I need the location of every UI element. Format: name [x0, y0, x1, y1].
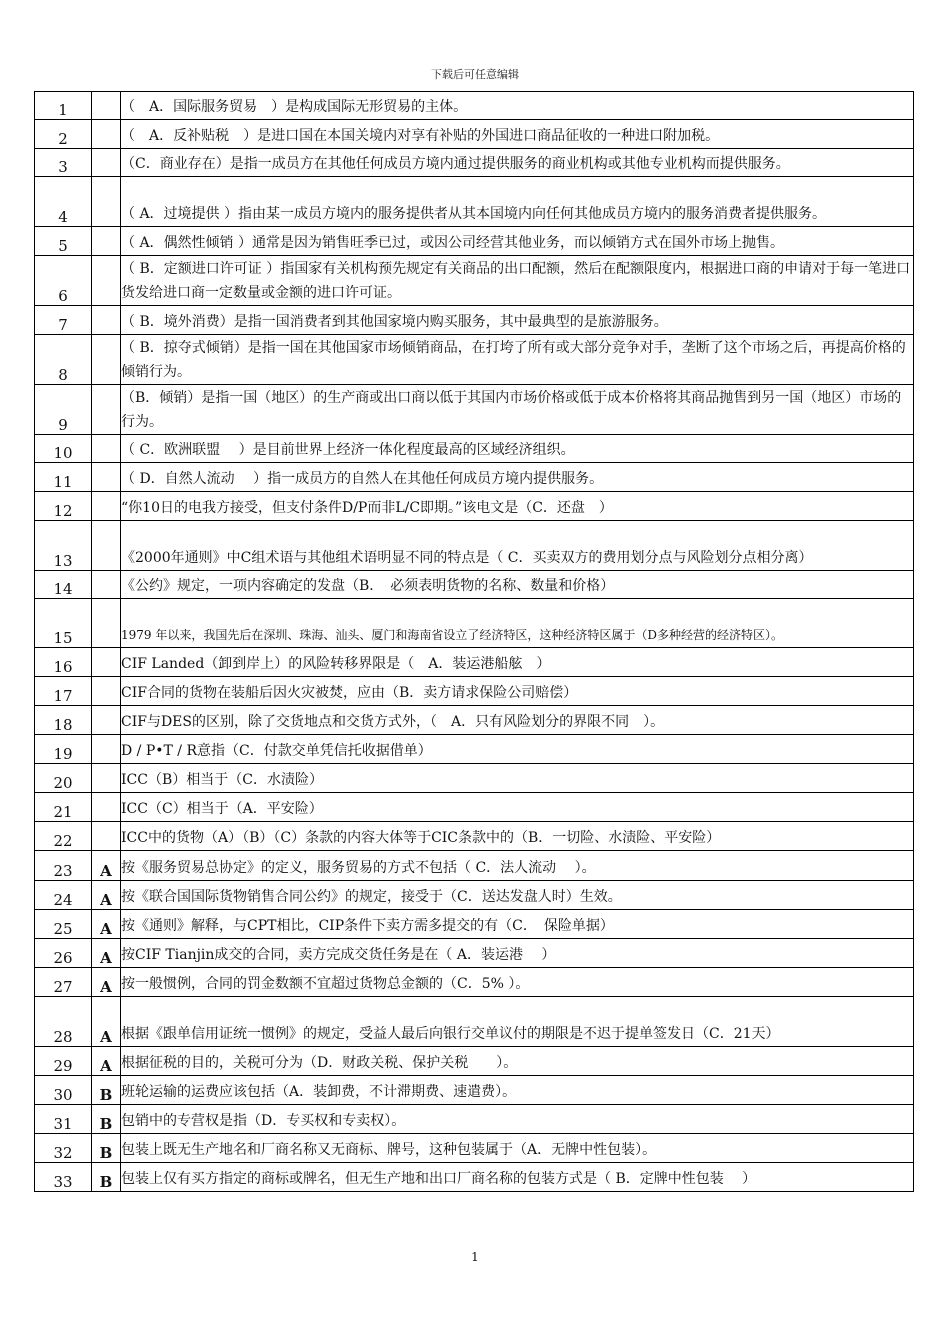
table-row — [35, 793, 914, 822]
table-row — [35, 492, 914, 521]
question-number: 6 — [35, 256, 92, 306]
answer-letter: A — [92, 997, 121, 1047]
question-number: 31 — [35, 1105, 92, 1134]
table-row — [35, 822, 914, 851]
answer-letter: A — [92, 881, 121, 910]
question-text: 包装上既无生产地名和厂商名称又无商标、牌号，这种包装属于（A．无牌中性包装）。 — [121, 1134, 914, 1163]
question-number: 10 — [35, 435, 92, 463]
question-number: 24 — [35, 881, 92, 910]
question-text: 按《通则》解释，与CPT相比，CIP条件下卖方需多提交的有（C． 保险单据） — [121, 910, 914, 939]
question-text: （ C．欧洲联盟 ）是目前世界上经济一体化程度最高的区域经济组织。 — [121, 435, 914, 463]
page-header: 下载后可任意编辑 — [431, 68, 519, 81]
table-row — [35, 306, 914, 335]
table-row — [35, 1163, 914, 1192]
question-number: 8 — [35, 335, 92, 385]
answer-letter — [92, 435, 121, 463]
question-number: 16 — [35, 648, 92, 677]
answer-letter — [92, 463, 121, 492]
question-text: CIF Landed（卸到岸上）的风险转移界限是（ A．装运港船舷 ） — [121, 648, 914, 677]
page-number: 1 — [471, 1250, 479, 1264]
question-text: （B．倾销）是指一国（地区）的生产商或出口商以低于其国内市场价格或低于成本价格将其商品抛售到另一国（地区）市场的行为。 — [121, 385, 914, 435]
question-text: （ D．自然人流动 ）指一成员方的自然人在其他任何成员方境内提供服务。 — [121, 463, 914, 492]
answer-letter — [92, 492, 121, 521]
table-row — [35, 735, 914, 764]
answer-letter — [92, 599, 121, 648]
answer-letter — [92, 256, 121, 306]
question-text: 按《联合国国际货物销售合同公约》的规定，接受于（C．送达发盘人时）生效。 — [121, 881, 914, 910]
table-row — [35, 463, 914, 492]
question-text: ICC（B）相当于（C．水渍险） — [121, 764, 914, 793]
question-number: 7 — [35, 306, 92, 335]
table-row — [35, 997, 914, 1047]
answer-letter — [92, 120, 121, 149]
question-number: 11 — [35, 463, 92, 492]
answer-letter: B — [92, 1105, 121, 1134]
question-text: （ A．国际服务贸易 ）是构成国际无形贸易的主体。 — [121, 92, 914, 120]
question-number: 15 — [35, 599, 92, 648]
answer-letter — [92, 677, 121, 706]
question-text: “你10日的电我方接受，但支付条件D/P而非L/C即期。”该电文是（C．还盘 ） — [121, 492, 914, 521]
answer-letter — [92, 335, 121, 385]
answer-letter — [92, 177, 121, 227]
question-number: 19 — [35, 735, 92, 764]
table-row — [35, 571, 914, 599]
answer-letter: A — [92, 939, 121, 968]
question-table-body — [35, 92, 914, 1192]
table-row — [35, 385, 914, 435]
question-number: 17 — [35, 677, 92, 706]
table-row — [35, 1105, 914, 1134]
table-row — [35, 1134, 914, 1163]
question-number: 2 — [35, 120, 92, 149]
table-row — [35, 1076, 914, 1105]
question-number: 9 — [35, 385, 92, 435]
question-text: （C．商业存在）是指一成员方在其他任何成员方境内通过提供服务的商业机构或其他专业机构而提供服务。 — [121, 149, 914, 177]
table-row — [35, 521, 914, 571]
question-text: CIF与DES的区别，除了交货地点和交货方式外，（ A．只有风险划分的界限不同 ）。 — [121, 706, 914, 735]
table-row — [35, 648, 914, 677]
table-row — [35, 764, 914, 793]
table-row — [35, 92, 914, 120]
question-number: 21 — [35, 793, 92, 822]
question-text: 按《服务贸易总协定》的定义，服务贸易的方式不包括（ C．法人流动 ）。 — [121, 851, 914, 881]
question-number: 27 — [35, 968, 92, 997]
question-text: ICC中的货物（A）（B）（C）条款的内容大体等于CIC条款中的（B．一切险、水渍险、平安险） — [121, 822, 914, 851]
table-row — [35, 149, 914, 177]
table-row — [35, 120, 914, 149]
table-row — [35, 177, 914, 227]
answer-letter: A — [92, 851, 121, 881]
question-text: （ A．反补贴税 ）是进口国在本国关境内对享有补贴的外国进口商品征收的一种进口附加税。 — [121, 120, 914, 149]
question-text: 《公约》规定，一项内容确定的发盘（B． 必须表明货物的名称、数量和价格） — [121, 571, 914, 599]
question-text: （ A．过境提供 ）指由某一成员方境内的服务提供者从其本国境内向任何其他成员方境内的服务消费者提供服务。 — [121, 177, 914, 227]
answer-letter: B — [92, 1163, 121, 1192]
question-text: （ B．境外消费）是指一国消费者到其他国家境内购买服务，其中最典型的是旅游服务。 — [121, 306, 914, 335]
table-row — [35, 256, 914, 306]
answer-letter — [92, 521, 121, 571]
question-text: 包装上仅有买方指定的商标或牌名，但无生产地和出口厂商名称的包装方式是（ B．定牌中性包装 ） — [121, 1163, 914, 1192]
question-text: 根据征税的目的，关税可分为（D．财政关税、保护关税 ）。 — [121, 1047, 914, 1076]
answer-letter — [92, 735, 121, 764]
question-number: 33 — [35, 1163, 92, 1192]
answer-letter — [92, 385, 121, 435]
question-text: （ A．偶然性倾销 ）通常是因为销售旺季已过，或因公司经营其他业务，而以倾销方式在国外市场上抛售。 — [121, 227, 914, 256]
answer-letter — [92, 764, 121, 793]
question-number: 12 — [35, 492, 92, 521]
table-row — [35, 335, 914, 385]
question-number: 14 — [35, 571, 92, 599]
question-number: 32 — [35, 1134, 92, 1163]
question-text: 1979 年以来，我国先后在深圳、珠海、汕头、厦门和海南省设立了经济特区，这种经济特区属于（D多种经营的经济特区）。 — [121, 599, 914, 648]
question-text: CIF合同的货物在装船后因火灾被焚，应由（B．卖方请求保险公司赔偿） — [121, 677, 914, 706]
answer-letter — [92, 149, 121, 177]
question-text: 按一般惯例，合同的罚金数额不宜超过货物总金额的（C．5% ）。 — [121, 968, 914, 997]
answer-letter: B — [92, 1134, 121, 1163]
table-row — [35, 599, 914, 648]
table-row — [35, 1047, 914, 1076]
table-row — [35, 227, 914, 256]
table-row — [35, 881, 914, 910]
question-number: 30 — [35, 1076, 92, 1105]
question-number: 13 — [35, 521, 92, 571]
table-row — [35, 910, 914, 939]
answer-letter — [92, 92, 121, 120]
question-number: 18 — [35, 706, 92, 735]
answer-letter — [92, 793, 121, 822]
answer-letter — [92, 227, 121, 256]
table-row — [35, 435, 914, 463]
table-row — [35, 851, 914, 881]
question-text: 根据《跟单信用证统一惯例》的规定，受益人最后向银行交单议付的期限是不迟于提单签发日（C．21天） — [121, 997, 914, 1047]
question-number: 26 — [35, 939, 92, 968]
table-row — [35, 677, 914, 706]
table-row — [35, 939, 914, 968]
question-text: （ B．定额进口许可证 ）指国家有关机构预先规定有关商品的出口配额，然后在配额限度内，根据进口商的申请对于每一笔进口货发给进口商一定数量或金额的进口许可证。 — [121, 256, 914, 306]
answer-letter: A — [92, 1047, 121, 1076]
question-text: D / P•T / R意指（C．付款交单凭信托收据借单） — [121, 735, 914, 764]
question-number: 25 — [35, 910, 92, 939]
table-row — [35, 968, 914, 997]
question-text: 包销中的专营权是指（D．专买权和专卖权）。 — [121, 1105, 914, 1134]
question-text: 班轮运输的运费应该包括（A．装卸费，不计滞期费、速遣费）。 — [121, 1076, 914, 1105]
answer-letter: B — [92, 1076, 121, 1105]
answer-letter — [92, 306, 121, 335]
answer-letter — [92, 706, 121, 735]
question-number: 5 — [35, 227, 92, 256]
answer-letter — [92, 571, 121, 599]
table-row — [35, 706, 914, 735]
question-number: 4 — [35, 177, 92, 227]
question-number: 28 — [35, 997, 92, 1047]
question-table — [34, 91, 914, 1192]
answer-letter: A — [92, 910, 121, 939]
question-number: 23 — [35, 851, 92, 881]
question-number: 1 — [35, 92, 92, 120]
question-number: 20 — [35, 764, 92, 793]
answer-letter — [92, 648, 121, 677]
question-text: ICC（C）相当于（A．平安险） — [121, 793, 914, 822]
question-number: 22 — [35, 822, 92, 851]
answer-letter: A — [92, 968, 121, 997]
question-number: 29 — [35, 1047, 92, 1076]
question-text: 按CIF Tianjin成交的合同，卖方完成交货任务是在（ A．装运港 ） — [121, 939, 914, 968]
answer-letter — [92, 822, 121, 851]
question-text: （ B．掠夺式倾销）是指一国在其他国家市场倾销商品，在打垮了所有或大部分竞争对手，垄断了这个市场之后，再提高价格的倾销行为。 — [121, 335, 914, 385]
question-text: 《2000年通则》中C组术语与其他组术语明显不同的特点是（ C．买卖双方的费用划分点与风险划分点相分离） — [121, 521, 914, 571]
question-number: 3 — [35, 149, 92, 177]
